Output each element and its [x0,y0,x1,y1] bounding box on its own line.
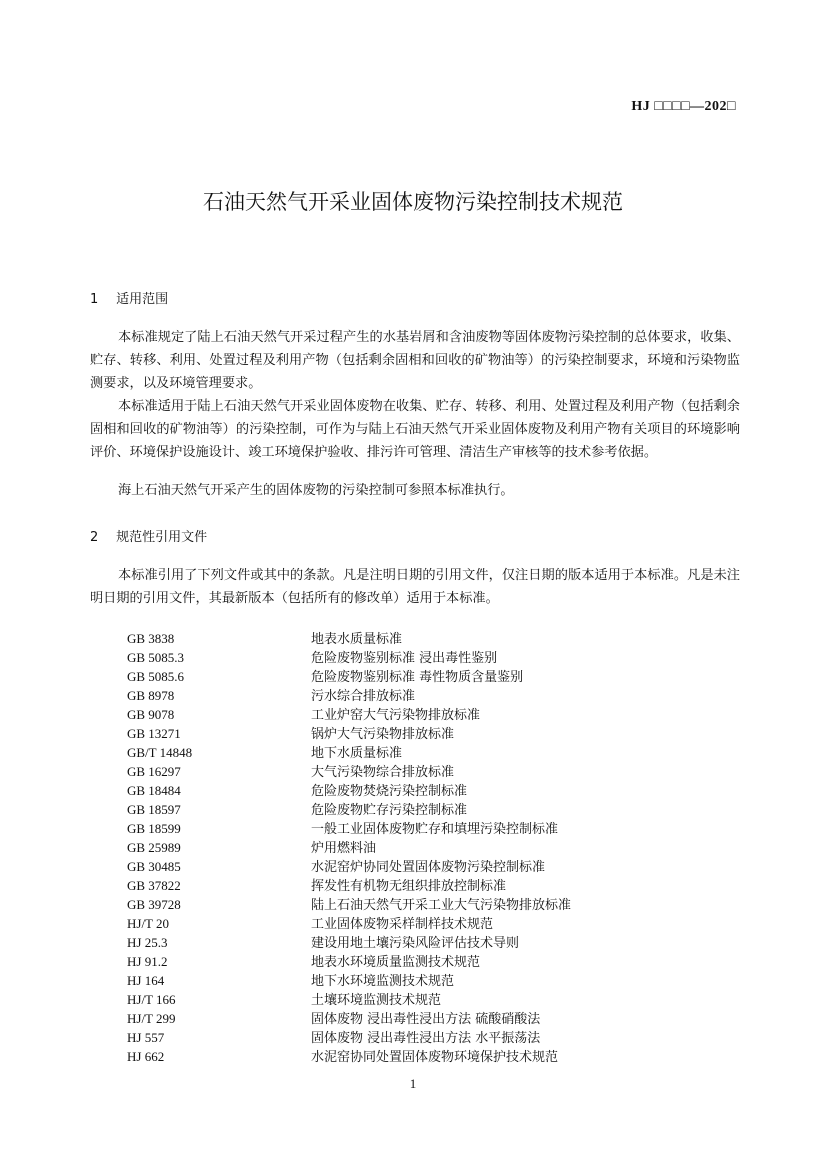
reference-code: GB 13271 [127,726,181,741]
reference-item [127,800,647,819]
section-2-title: 规范性引用文件 [116,530,208,545]
reference-code: HJ/T 20 [127,916,170,931]
reference-title: 固体废物 浸出毒性浸出方法 水平振荡法 [311,1031,541,1046]
reference-code: GB 30485 [127,859,181,874]
reference-code: HJ/T 166 [127,992,176,1007]
reference-title: 地表水环境质量监测技术规范 [311,955,481,970]
reference-title: 锅炉大气污染物排放标准 [311,727,455,742]
reference-code: GB 18599 [127,821,181,836]
reference-item [127,705,647,724]
reference-code: HJ 91.2 [127,954,168,969]
reference-title: 污水综合排放标准 [311,689,416,704]
reference-title: 水泥窑炉协同处置固体废物污染控制标准 [311,860,546,875]
section-1-paragraph-2: 本标准适用于陆上石油天然气开采业固体废物在收集、贮存、转移、利用、处置过程及利用产物（包括剩余固相和回收的矿物油等）的污染控制，可作为与陆上石油天然气开采业固体废物及利用产物有关项目的环境影响评价、环境保护设施设计、竣工环境保护验收、排污许可管理、清洁生产审核等的技术参考依据。 [90,399,740,460]
reference-code: GB 5085.6 [127,669,185,684]
reference-title: 工业炉窑大气污染物排放标准 [311,708,481,723]
section-1-number: 1 [90,292,99,307]
reference-code: GB 25989 [127,840,181,855]
reference-title: 大气污染物综合排放标准 [311,765,455,780]
reference-code: GB 3838 [127,631,175,646]
reference-code: GB/T 14848 [127,745,193,760]
reference-item [127,781,647,800]
document-title: 石油天然气开采业固体废物污染控制技术规范 [203,190,623,214]
document-number: HJ □□□□—202□ [631,99,736,114]
reference-code: GB 18484 [127,783,181,798]
reference-title: 土壤环境监测技术规范 [311,993,442,1008]
reference-item [127,1028,647,1047]
reference-item [127,933,647,952]
reference-item [127,971,647,990]
reference-code: HJ/T 299 [127,1011,176,1026]
reference-title: 挥发性有机物无组织排放控制标准 [311,879,507,894]
reference-list [127,629,647,1066]
section-1-paragraph-1: 本标准规定了陆上石油天然气开采过程产生的水基岩屑和含油废物等固体废物污染控制的总体要求，收集、贮存、转移、利用、处置过程及利用产物（包括剩余固相和回收的矿物油等）的污染控制要求，环境和污染物监测要求，以及环境管理要求。 [90,330,740,391]
section-1-paragraph-3: 海上石油天然气开采产生的固体废物的污染控制可参照本标准执行。 [118,483,514,498]
reference-item [127,914,647,933]
reference-code: HJ 25.3 [127,935,168,950]
reference-title: 固体废物 浸出毒性浸出方法 硫酸硝酸法 [311,1012,541,1027]
reference-title: 陆上石油天然气开采工业大气污染物排放标准 [311,898,572,913]
reference-item [127,1047,647,1066]
reference-title: 地表水质量标准 [311,632,403,647]
reference-code: GB 8978 [127,688,175,703]
reference-title: 一般工业固体废物贮存和填埋污染控制标准 [311,822,559,837]
reference-title: 工业固体废物采样制样技术规范 [311,917,494,932]
reference-title: 危险废物鉴别标准 浸出毒性鉴别 [311,651,498,666]
reference-item [127,667,647,686]
page-number: 1 [409,1076,417,1091]
reference-item [127,762,647,781]
reference-title: 建设用地土壤污染风险评估技术导则 [311,936,520,951]
reference-code: HJ 557 [127,1030,165,1045]
section-2-heading [90,526,207,545]
reference-item [127,895,647,914]
reference-item [127,743,647,762]
reference-title: 地下水质量标准 [311,746,403,761]
section-2-number: 2 [90,530,99,545]
reference-title: 危险废物贮存污染控制标准 [311,803,468,818]
reference-title: 水泥窑协同处置固体废物环境保护技术规范 [311,1050,559,1065]
reference-code: GB 39728 [127,897,181,912]
section-2-paragraph-1: 本标准引用了下列文件或其中的条款。凡是注明日期的引用文件，仅注日期的版本适用于本标准。凡是未注明日期的引用文件，其最新版本（包括所有的修改单）适用于本标准。 [90,568,740,606]
reference-code: GB 18597 [127,802,181,817]
reference-code: GB 16297 [127,764,181,779]
reference-code: HJ 662 [127,1049,165,1064]
reference-title: 危险废物鉴别标准 毒性物质含量鉴别 [311,670,524,685]
reference-code: GB 5085.3 [127,650,185,665]
reference-item [127,857,647,876]
reference-title: 地下水环境监测技术规范 [311,974,455,989]
reference-item [127,648,647,667]
reference-item [127,838,647,857]
reference-item [127,876,647,895]
reference-item [127,990,647,1009]
reference-item [127,819,647,838]
reference-item [127,952,647,971]
reference-title: 炉用燃料油 [311,841,377,856]
section-1-title: 适用范围 [116,292,169,307]
section-1-heading [90,288,168,307]
reference-code: GB 37822 [127,878,181,893]
reference-item [127,629,647,648]
reference-code: GB 9078 [127,707,175,722]
reference-item [127,724,647,743]
reference-code: HJ 164 [127,973,165,988]
reference-item [127,1009,647,1028]
reference-title: 危险废物焚烧污染控制标准 [311,784,468,799]
reference-item [127,686,647,705]
